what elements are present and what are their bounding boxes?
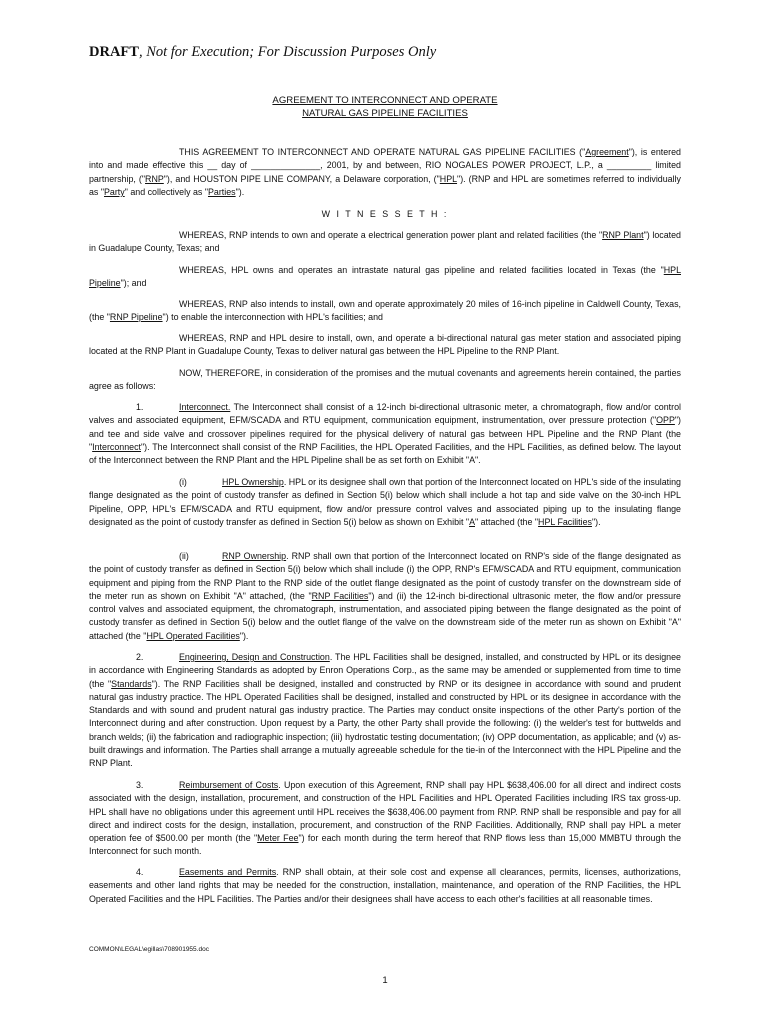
whereas-3: WHEREAS, RNP also intends to install, own and operate approximately 20 miles of 16-inch pipeline in Caldwell County, Texas, (the "RNP Pipeline") to enable the interconnection with HPL's facilities; and — [89, 299, 681, 323]
section-4: 4. Easements and Permits. RNP shall obtain, at their sole cost and expense all clearances, permits, licenses, authorizations, easements and other land rights that may be needed for the construction, installation, maintenance, and operation of the RNP Facilities, the HPL Operated Facilities and the HPL Facilities. The Parties and/or their designees shall have access to each other's facilities at all reasonable times. — [89, 867, 681, 904]
term-agreement: Agreement — [585, 147, 629, 157]
whereas-4: WHEREAS, RNP and HPL desire to install, own, and operate a bi-directional natural gas meter station and associated piping located at the RNP Plant in Guadalupe County, Texas to deliver natural gas between the HPL Pipeline to the RNP Plant. — [89, 333, 681, 357]
section-1-i-heading: HPL Ownership — [222, 477, 284, 487]
section-3: 3. Reimbursement of Costs. Upon execution of this Agreement, RNP shall pay HPL $638,406.00 for all direct and indirect costs associated with the design, installation, procurement, and construction of the HPL Facilities and HPL Operated Facilities including IRS tax gross-up. HPL shall have no obligations under this agreement until HPL receives the $638,406.00 payment from RNP. RNP shall be responsible and pay for all direct and indirect costs for the design, installation, procurement, and construction of the RNP Facilities. Additionally, RNP shall pay HPL a meter operation fee of $500.00 per month (the "Meter Fee") for each month during the term hereof that RNP flows less than 15,000 MMBTU through the Interconnect for such month. — [89, 780, 681, 857]
section-1-ii-heading: RNP Ownership — [222, 551, 287, 561]
now-therefore: NOW, THEREFORE, in consideration of the promises and the mutual covenants and agreements herein contained, the parties agree as follows: — [89, 368, 681, 392]
section-1-i: (i) HPL Ownership. HPL or its designee shall own that portion of the Interconnect located on HPL's side of the insulating flange designated as the point of custody transfer as defined in Section 5(i) below which shall include a hot tap and side valve on the 30-inch HPL Pipeline, OPP, HPL's EFM/SCADA and RTU equipment, flow and/or pressure control valves and associated piping up to the insulating flange designated as the point of custody transfer as defined in Section 5(i) below as shown on Exhibit "A" attached (the "HPL Facilities"). — [89, 477, 681, 527]
term-rnp: RNP — [145, 173, 164, 184]
draft-banner — [89, 44, 436, 61]
agreement-title-line1: AGREEMENT TO INTERCONNECT AND OPERATE — [272, 95, 498, 106]
term-hpl-pipeline: HPL Pipeline — [89, 265, 681, 289]
section-2-heading: Engineering, Design and Construction — [179, 652, 330, 662]
whereas-1: WHEREAS, RNP intends to own and operate a electrical generation power plant and related facilities (the "RNP Plant") located in Guadalupe County, Texas; and — [89, 230, 681, 254]
term-hpl: HPL — [439, 173, 458, 184]
witnesseth-heading: W I T N E S S E T H : — [321, 209, 449, 219]
section-3-heading: Reimbursement of Costs — [179, 780, 279, 790]
section-4-heading: Easements and Permits — [179, 867, 277, 877]
page-number: 1 — [382, 975, 388, 986]
section-1: 1. Interconnect. The Interconnect shall consist of a 12-inch bi-directional ultrasonic meter, a chromatograph, flow and/or control valves and associated equipment, EFM/SCADA and RTU equipment, communication equipment, instrumentation, over pressure protection ("OPP") and tee and side valve and crossover pipelines required for the physical delivery of natural gas between HPL Pipeline and the RNP Plant (the "Interconnect"). The Interconnect shall consist of the RNP Facilities, the HPL Operated Facilities, and the HPL Facilities, as defined below. The layout of the Interconnect between the RNP Plant and the HPL Pipeline shall be as set forth on Exhibit "A". — [89, 402, 681, 466]
draft-subtitle: , Not for Execution; For Discussion Purposes Only — [138, 44, 437, 60]
term-party: Party — [104, 186, 125, 197]
document-file-path: COMMON\LEGAL\egillas\708901955.doc — [89, 946, 209, 953]
term-rnp-plant: RNP Plant — [602, 230, 644, 240]
agreement-title-line2: NATURAL GAS PIPELINE FACILITIES — [302, 108, 468, 119]
section-1-ii: (ii) RNP Ownership. RNP shall own that portion of the Interconnect located on RNP's side of the flange designated as the point of custody transfer as defined in Section 5(i) below which shall include (i) the OPP, RNP's EFM/SCADA and RTU equipment, communication equipment and piping from the RNP Plant to the RNP side of the outlet flange designated as the point of custody transfer on the downstream side of the meter run as shown on Exhibit "A" attached, (the "RNP Facilities") and (ii) the 12-inch bi-directional ultrasonic meter, the flow and/or pressure control valves and associated equipment, the chromatograph, instrumentation, and associated piping between the flange designated as the point of custody transfer as defined in Section 5(i) below and the outlet flange of the valve on the downstream side of the meter run as shown on Exhibit "A" attached (the "HPL Operated Facilities"). — [89, 551, 681, 641]
term-parties: Parties — [207, 186, 236, 197]
section-1-heading: Interconnect. — [179, 402, 231, 412]
section-2: 2. Engineering, Design and Construction. The HPL Facilities shall be designed, installed, and constructed by HPL or its designee in accordance with Engineering Standards as adopted by Enron Operations Corp., as the same may be amended or supplemented from time to time (the "Standards"). The RNP Facilities shall be designed, installed and constructed by RNP or its designee in accordance with sound and prudent natural gas industry practice. The HPL Operated Facilities shall be designed, installed and constructed by HPL or its designee in accordance with the Standards and with sound and prudent natural gas industry practice. The Parties may conduct onsite inspections of the other Party's portion of the Interconnect during and after construction. Upon request by a Party, the other Party shall provide the following: (i) the welder's test for buttwelds and branch welds; (ii) the fabrication and radiographic inspection; (iii) hydrostatic testing documentation; (iv) OPP documentation, as applicable; and (v) as-built drawings and information. The Parties shall arrange a mutually agreeable schedule for the tie-in of the Interconnect with the HPL Pipeline and the RNP Plant. — [89, 652, 681, 769]
term-rnp-pipeline: RNP Pipeline — [109, 312, 163, 323]
intro-paragraph: THIS AGREEMENT TO INTERCONNECT AND OPERATE NATURAL GAS PIPELINE FACILITIES ("Agreement"), is entered into and made effective this __ day of ______________, 2001, by and between, RIO NOGALES POWER PROJECT, L.P., a _________ limited partnership, ("RNP"), and HOUSTON PIPE LINE COMPANY, a Delaware corporation, ("HPL"). (RNP and HPL are sometimes referred to individually as "Party" and collectively as "Parties"). — [89, 147, 681, 197]
draft-label: DRAFT — [89, 44, 139, 60]
whereas-2: WHEREAS, HPL owns and operates an intrastate natural gas pipeline and related facilities located in Texas (the "HPL Pipeline"); and — [89, 265, 681, 289]
